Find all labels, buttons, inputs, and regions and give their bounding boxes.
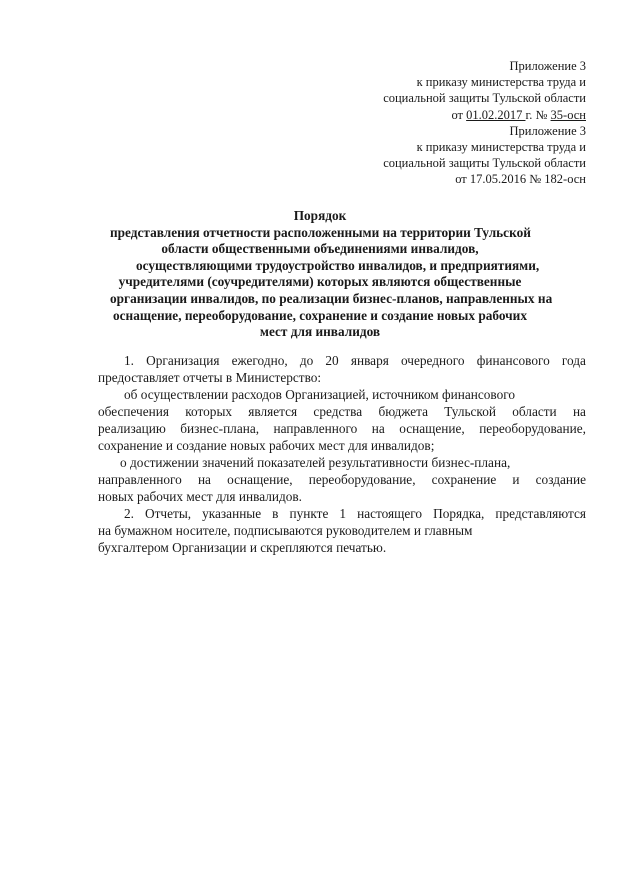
appendix-previous-order-ref: к приказу министерства труда и xyxy=(416,140,586,155)
appendix-header xyxy=(326,58,586,188)
appendix-previous-date-number: от 17.05.2016 № 182-осн xyxy=(455,172,586,187)
appendix-current-date-mid: г. № xyxy=(525,107,551,122)
title-line: осуществляющими трудоустройство инвалидов, и предприятиями, xyxy=(136,257,540,273)
paragraph-3-line: направленного на оснащение, переоборудование, сохранение и создание xyxy=(98,472,587,487)
paragraph-2-line: реализацию бизнес-плана, направленного на оснащение, переоборудование, xyxy=(98,421,586,436)
appendix-current-date-prefix: от xyxy=(451,107,467,122)
appendix-current-ministry: социальной защиты Тульской области xyxy=(383,91,586,106)
paragraph-2-line: сохранение и создание новых рабочих мест для инвалидов; xyxy=(98,438,435,453)
appendix-current-title: Приложение 3 xyxy=(509,59,586,73)
paragraph-4-line: на бумажном носителе, подписываются руководителем и главным xyxy=(98,523,473,538)
title-heading: Порядок xyxy=(293,208,347,223)
paragraph-3-line: новых рабочих мест для инвалидов. xyxy=(98,489,302,504)
paragraph-4-line: 2. Отчеты, указанные в пункте 1 настоящего Порядка, представляются xyxy=(124,506,587,521)
appendix-previous-ministry: социальной защиты Тульской области xyxy=(383,156,586,171)
title-line: учредителями (соучредителями) которых являются общественные xyxy=(118,274,522,290)
appendix-current-date: 01.02.2017 xyxy=(466,107,526,122)
paragraph-2-line: об осуществлении расходов Организацией, источником финансового xyxy=(124,387,515,402)
title-line: организации инвалидов, по реализации бизнес-планов, направленных на xyxy=(110,290,553,306)
paragraph-2-line: обеспечения которых является средства бюджета Тульской области на xyxy=(98,404,586,419)
document-body xyxy=(98,352,586,556)
paragraph-1-line: 1. Организация ежегодно, до 20 января очередного финансового года xyxy=(124,353,586,368)
appendix-current-number: 35-осн xyxy=(550,107,586,122)
appendix-current-order-ref: к приказу министерства труда и xyxy=(416,75,586,90)
appendix-current-date-number xyxy=(326,107,586,123)
appendix-previous-title: Приложение 3 xyxy=(509,123,586,138)
paragraph-4-line: бухгалтером Организации и скрепляются печатью. xyxy=(98,540,387,555)
title-line: области общественными объединениями инвалидов, xyxy=(161,241,479,257)
title-line: мест для инвалидов xyxy=(259,324,381,340)
paragraph-3-line: о достижении значений показателей результативности бизнес-плана, xyxy=(120,455,511,470)
document-title xyxy=(110,208,553,341)
paragraph-1-line: предоставляет отчеты в Министерство: xyxy=(98,370,322,385)
title-line: оснащение, переоборудование, сохранение и создание новых рабочих xyxy=(113,307,527,323)
title-line: представления отчетности расположенными на территории Тульской xyxy=(110,224,531,240)
